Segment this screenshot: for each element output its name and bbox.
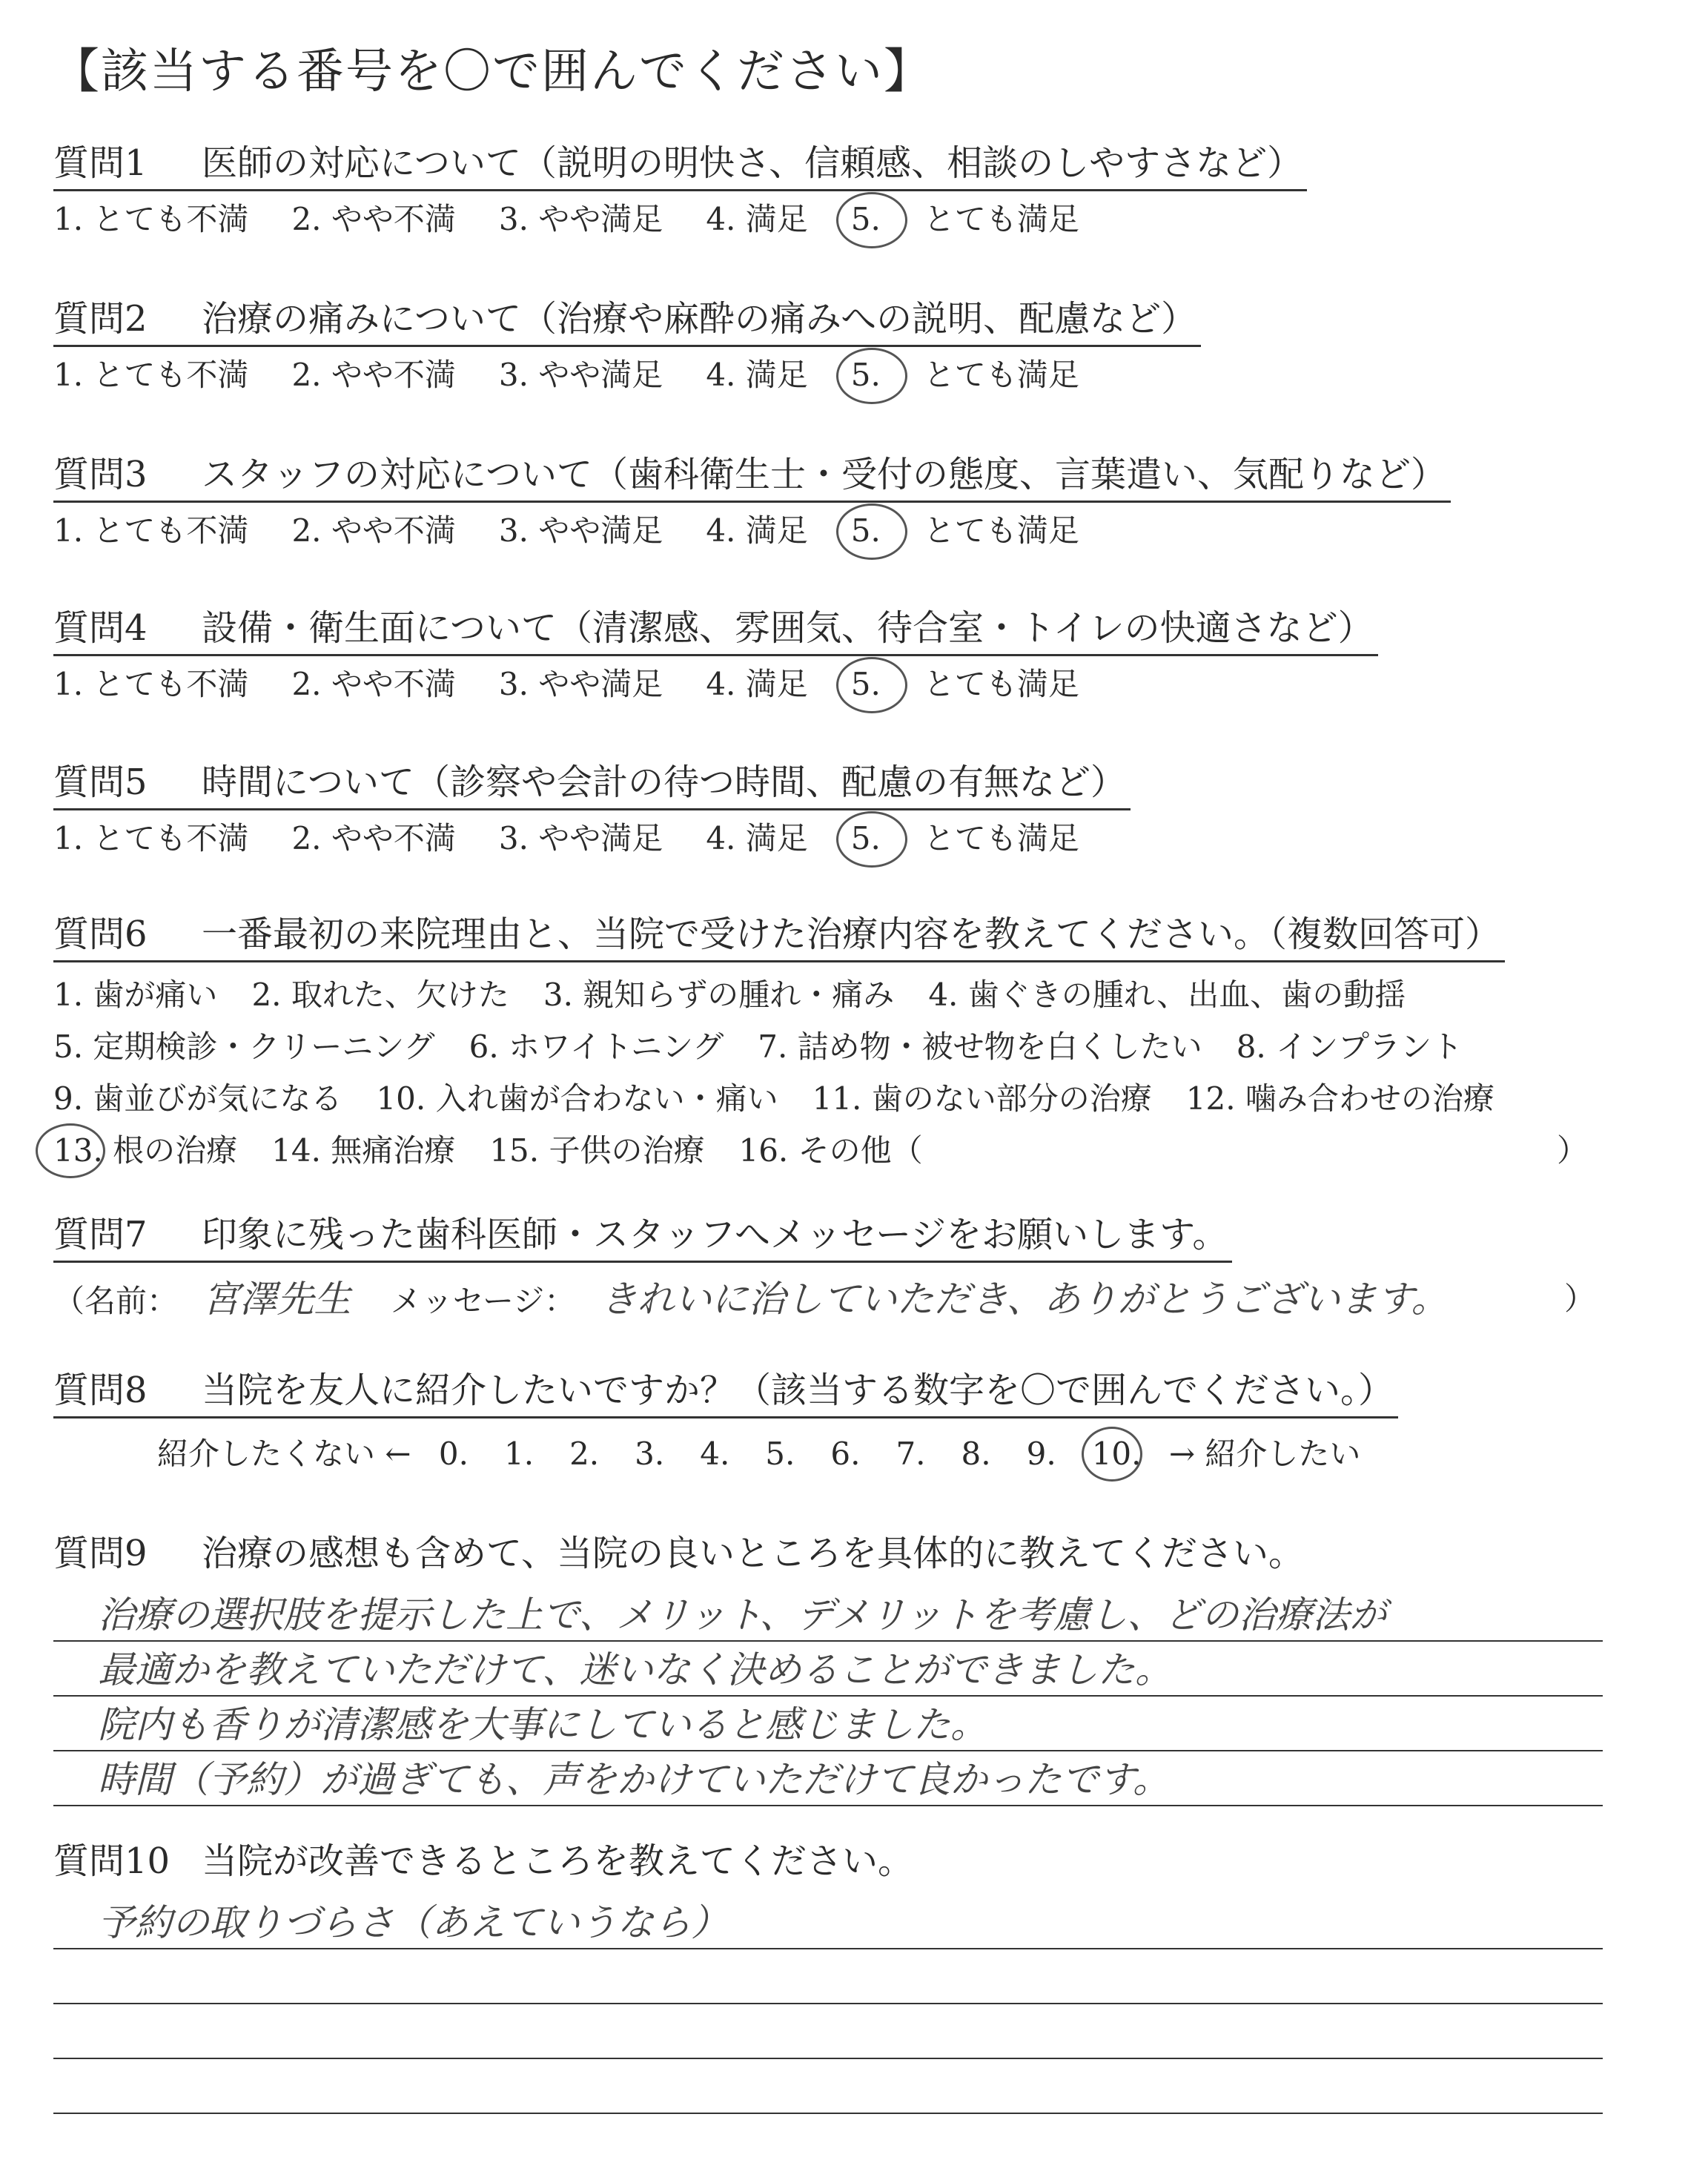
scale-4[interactable]: 4. <box>700 1436 730 1472</box>
option-5-selected[interactable]: 5. <box>851 196 881 242</box>
option-15[interactable]: 15. 子供の治療 <box>489 1132 705 1169</box>
rating-options <box>53 816 1122 862</box>
question-number: 質問6 <box>53 914 148 955</box>
option-3[interactable]: 3. 親知らずの腫れ・痛み <box>543 977 895 1013</box>
question-5 <box>53 756 1669 912</box>
question-heading <box>53 602 1378 656</box>
question-heading <box>53 1364 1398 1418</box>
option-1[interactable]: 1. とても不満 <box>53 357 249 393</box>
option-1[interactable]: 1. とても不満 <box>53 512 249 549</box>
question-1 <box>53 137 1669 293</box>
scale-right-label: → 紹介したい <box>1168 1436 1361 1472</box>
option-9[interactable]: 9. 歯並びが気になる <box>53 1080 342 1117</box>
option-2[interactable]: 2. やや不満 <box>291 357 456 393</box>
question-heading <box>53 908 1505 962</box>
option-13-selected[interactable]: 13. 根の治療 <box>53 1125 237 1177</box>
answer-text: 時間（予約）が過ぎても、声をかけていただけて良かったです。 <box>98 1758 1170 1801</box>
option-2[interactable]: 2. やや不満 <box>291 512 456 549</box>
scale-9[interactable]: 9. <box>1026 1436 1056 1472</box>
option-1[interactable]: 1. とても不満 <box>53 666 249 702</box>
question-number: 質問2 <box>53 298 148 340</box>
question-heading <box>53 449 1451 503</box>
options-row <box>53 1021 1603 1073</box>
message-close-paren: ） <box>1563 1281 1595 1317</box>
option-2[interactable]: 2. 取れた、欠けた <box>251 977 509 1013</box>
answer-line[interactable] <box>53 1751 1603 1806</box>
question-heading <box>53 293 1201 347</box>
question-heading <box>53 1835 913 1887</box>
answer-text: 予約の取りづらさ（あえていうなら） <box>98 1901 728 1944</box>
question-text: 印象に残った歯科医師・スタッフへメッセージをお願いします。 <box>202 1214 1228 1255</box>
option-3[interactable]: 3. やや満足 <box>498 666 663 702</box>
options-row <box>53 969 1603 1021</box>
option-12[interactable]: 12. 噛み合わせの治療 <box>1185 1080 1494 1117</box>
option-4[interactable]: 4. 満足 <box>706 666 808 702</box>
reason-options <box>53 969 1603 1177</box>
option-5[interactable]: 5. 定期検診・クリーニング <box>53 1028 435 1065</box>
option-1[interactable]: 1. とても不満 <box>53 820 249 856</box>
answer-line[interactable] <box>53 1895 1603 1949</box>
answer-text: 院内も香りが清潔感を大事にしていると感じました。 <box>98 1703 987 1746</box>
option-7[interactable]: 7. 詰め物・被せ物を白くしたい <box>758 1028 1202 1065</box>
question-text: 当院が改善できるところを教えてください。 <box>202 1840 914 1882</box>
rating-options <box>53 196 1122 242</box>
recommend-scale <box>157 1428 1360 1480</box>
rating-options <box>53 661 1122 707</box>
scale-8[interactable]: 8. <box>961 1436 991 1472</box>
question-number: 質問10 <box>53 1840 171 1882</box>
answer-lines <box>53 1895 1603 2114</box>
option-5-selected[interactable]: 5. <box>851 508 881 554</box>
question-2 <box>53 293 1669 449</box>
question-7 <box>53 1209 1669 1350</box>
question-number: 質問9 <box>53 1533 148 1574</box>
scale-3[interactable]: 3. <box>635 1436 665 1472</box>
question-heading <box>53 137 1307 191</box>
option-16[interactable]: 16. その他（ <box>738 1132 923 1169</box>
option-2[interactable]: 2. やや不満 <box>291 201 456 237</box>
option-4[interactable]: 4. 満足 <box>706 357 808 393</box>
answer-line[interactable] <box>53 1697 1603 1751</box>
question-text: 設備・衛生面について（清潔感、雰囲気、待合室・トイレの快適さなど） <box>202 607 1374 649</box>
scale-0[interactable]: 0. <box>438 1436 469 1472</box>
question-6 <box>53 908 1669 1190</box>
option-8[interactable]: 8. インプラント <box>1236 1028 1463 1065</box>
question-9 <box>53 1527 1669 1824</box>
option-3[interactable]: 3. やや満足 <box>498 820 663 856</box>
option-1[interactable]: 1. 歯が痛い <box>53 977 218 1013</box>
option-5-selected[interactable]: 5. <box>851 352 881 398</box>
question-8 <box>53 1364 1669 1498</box>
question-heading <box>53 1527 1304 1579</box>
option-2[interactable]: 2. やや不満 <box>291 820 456 856</box>
question-text: 治療の感想も含めて、当院の良いところを具体的に教えてください。 <box>202 1533 1305 1574</box>
option-4[interactable]: 4. 満足 <box>706 201 808 237</box>
scale-5[interactable]: 5. <box>765 1436 795 1472</box>
scale-left-label: 紹介したくない ← <box>157 1436 411 1472</box>
question-text: 医師の対応について（説明の明快さ、信頼感、相談のしやすさなど） <box>202 142 1303 184</box>
page-title: 【該当する番号を〇で囲んでください】 <box>52 44 933 99</box>
option-5-label: とても満足 <box>923 201 1079 237</box>
scale-1[interactable]: 1. <box>503 1436 534 1472</box>
option-5-label: とても満足 <box>923 666 1079 702</box>
option-5-label: とても満足 <box>923 357 1079 393</box>
question-text: 治療の痛みについて（治療や麻酔の痛みへの説明、配慮など） <box>202 298 1197 340</box>
question-text: 当院を友人に紹介したいですか？（該当する数字を〇で囲んでください。） <box>202 1370 1394 1411</box>
answer-lines <box>53 1587 1603 1806</box>
answer-line[interactable] <box>53 1642 1603 1697</box>
option-5-selected[interactable]: 5. <box>851 661 881 707</box>
option-1[interactable]: 1. とても不満 <box>53 201 249 237</box>
scale-7[interactable]: 7. <box>896 1436 926 1472</box>
option-5-label: とても満足 <box>923 512 1079 549</box>
option-5-selected[interactable]: 5. <box>851 816 881 862</box>
answer-text: 治療の選択肢を提示した上で、メリット、デメリットを考慮し、どの治療法が <box>98 1593 1387 1636</box>
option-4[interactable]: 4. 歯ぐきの腫れ、出血、歯の動揺 <box>928 977 1406 1013</box>
option-5-label: とても満足 <box>923 820 1079 856</box>
options-row <box>53 1073 1603 1125</box>
message-label: メッセージ： <box>390 1283 576 1319</box>
scale-2[interactable]: 2. <box>569 1436 600 1472</box>
options-row <box>53 1125 1603 1177</box>
question-number: 質問5 <box>53 762 148 803</box>
answer-line[interactable] <box>53 2004 1603 2059</box>
question-number: 質問7 <box>53 1214 148 1255</box>
answer-line[interactable] <box>53 1949 1603 2004</box>
question-10 <box>53 1835 1669 2132</box>
option-2[interactable]: 2. やや不満 <box>291 666 456 702</box>
question-4 <box>53 602 1669 758</box>
option-3[interactable]: 3. やや満足 <box>498 512 663 549</box>
question-number: 質問8 <box>53 1370 148 1411</box>
question-text: 時間について（診察や会計の待つ時間、配慮の有無など） <box>202 762 1127 803</box>
option-3[interactable]: 3. やや満足 <box>498 201 663 237</box>
option-14[interactable]: 14. 無痛治療 <box>271 1132 456 1169</box>
question-number: 質問1 <box>53 142 148 184</box>
name-label: （名前： <box>53 1283 179 1319</box>
option-10[interactable]: 10. 入れ歯が合わない・痛い <box>376 1080 778 1117</box>
name-value[interactable]: 宮澤先生 <box>202 1278 351 1321</box>
answer-line[interactable] <box>53 1587 1603 1642</box>
option-6[interactable]: 6. ホワイトニング <box>469 1028 724 1065</box>
option-4[interactable]: 4. 満足 <box>706 512 808 549</box>
option-3[interactable]: 3. やや満足 <box>498 357 663 393</box>
question-3 <box>53 449 1669 604</box>
scale-10-selected[interactable]: 10. <box>1092 1428 1142 1480</box>
other-close-paren: ） <box>1556 1132 1588 1169</box>
rating-options <box>53 352 1122 398</box>
question-text: スタッフの対応について（歯科衛生士・受付の態度、言葉遣い、気配りなど） <box>202 454 1447 495</box>
question-number: 質問4 <box>53 607 148 649</box>
question-number: 質問3 <box>53 454 148 495</box>
option-4[interactable]: 4. 満足 <box>706 820 808 856</box>
answer-text: 最適かを教えていただけて、迷いなく決めることができました。 <box>98 1648 1172 1691</box>
scale-6[interactable]: 6. <box>830 1436 861 1472</box>
question-text: 一番最初の来院理由と、当院で受けた治療内容を教えてください。（複数回答可） <box>202 914 1501 955</box>
question-heading <box>53 1209 1232 1263</box>
question-heading <box>53 756 1131 810</box>
rating-options <box>53 508 1122 554</box>
answer-line[interactable] <box>53 2059 1603 2114</box>
option-11[interactable]: 11. 歯のない部分の治療 <box>812 1080 1152 1117</box>
message-row <box>53 1269 1610 1329</box>
message-value[interactable]: きれいに治していただき、ありがとうございます。 <box>600 1278 1449 1321</box>
